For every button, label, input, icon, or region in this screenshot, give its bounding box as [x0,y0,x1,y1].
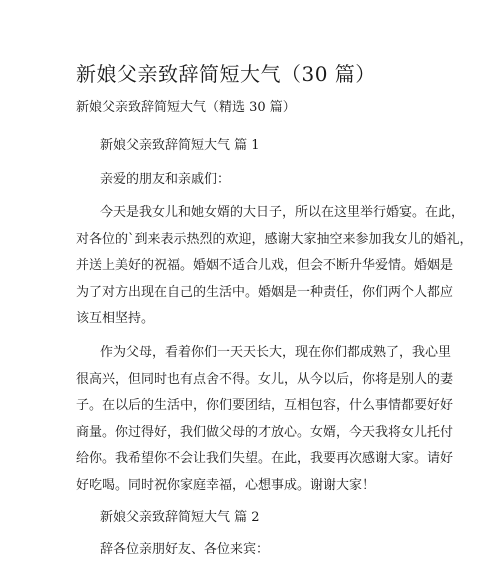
section-1-salutation: 亲爱的朋友和亲戚们： [100,172,231,187]
paragraph-line: 作为父母，看着你们一天天长大，现在你们都成熟了，我心里 [100,345,452,360]
paragraph-line: 好吃喝。同时祝你家庭幸福，心想事成。谢谢大家！ [76,477,376,493]
document-title: 新娘父亲致辞简短大气（30 篇） [76,62,376,86]
paragraph-line: 对各位的`到来表示热烈的欢迎，感谢大家抽空来参加我女儿的婚礼， [76,231,473,247]
paragraph-line: 很高兴，但同时也有点舍不得。女儿，从今以后，你将是别人的妻 [76,371,454,387]
paragraph-line: 商量。你过得好，我们做父母的才放心。女婿，今天我将女儿托付 [76,424,454,440]
section-1-paragraph-2 [76,340,454,499]
section-1-heading: 新娘父亲致辞简短大气 篇 1 [100,138,260,153]
paragraph-line: 该互相坚持。 [76,311,155,326]
paragraph-line: 给你。我希望你不会让我们失望。在此，我要再次感谢大家。请好 [76,451,454,466]
section-2-salutation: 辞各位亲朋好友、各位来宾： [100,542,270,557]
section-2-heading: 新娘父亲致辞简短大气 篇 2 [100,510,260,525]
paragraph-line: 子。在以后的生活中，你们要团结，互相包容，什么事情都要好好 [76,398,454,413]
paragraph-line: 今天是我女儿和她女婿的大日子，所以在这里举行婚宴。在此， [100,205,465,220]
paragraph-line: 并送上美好的祝福。婚姻不适合儿戏，但会不断升华爱情。婚姻是 [76,258,454,273]
document-subtitle: 新娘父亲致辞简短大气（精选 30 篇） [76,100,296,115]
section-1-paragraph-1 [76,200,473,333]
paragraph-line: 为了对方出现在自己的生活中。婚姻是一种责任，你们两个人都应 [76,284,454,300]
